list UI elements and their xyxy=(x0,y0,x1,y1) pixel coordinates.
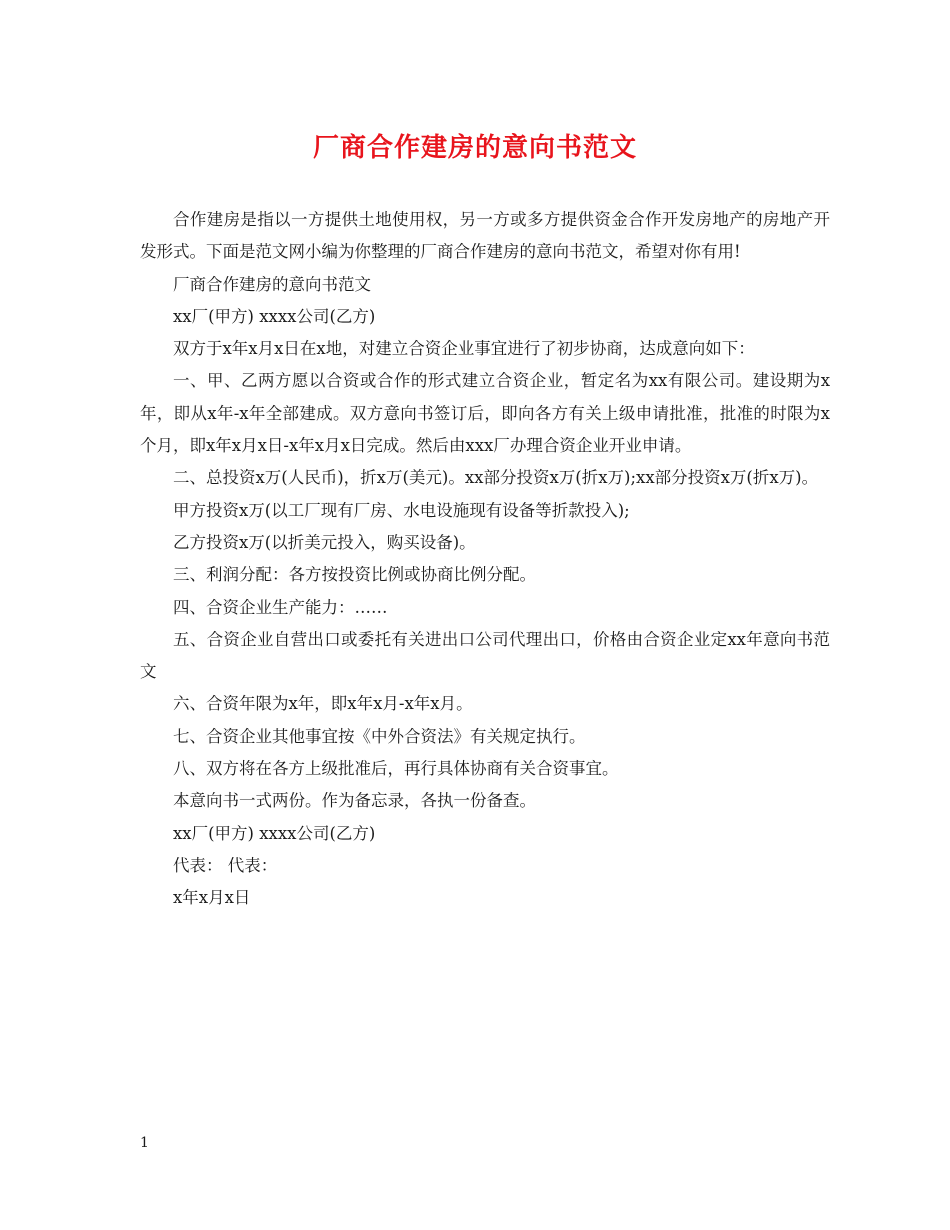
document-title: 厂商合作建房的意向书范文 xyxy=(312,133,637,163)
paragraph-preamble: 双方于x年x月x日在x地，对建立合资企业事宜进行了初步协商，达成意向如下： xyxy=(173,339,755,359)
paragraph-parties: xx厂(甲方) xxxx公司(乙方) xyxy=(173,306,376,326)
paragraph-clause-3: 三、利润分配：各方按投资比例或协商比例分配。 xyxy=(173,565,536,585)
paragraph-copies: 本意向书一式两份。作为备忘录，各执一份备查。 xyxy=(173,791,536,811)
paragraph-clause-8: 八、双方将在各方上级批准后，再行具体协商有关合资事宜。 xyxy=(173,759,619,779)
paragraph-clause-6: 六、合资年限为x年，即x年x月-x年x月。 xyxy=(173,694,473,714)
paragraph-date: x年x月x日 xyxy=(173,888,251,908)
paragraph-party-a-investment: 甲方投资x万(以工厂现有厂房、水电设施现有设备等折款投入); xyxy=(173,500,630,520)
document-body xyxy=(140,204,830,915)
paragraph-signature-parties: xx厂(甲方) xxxx公司(乙方) xyxy=(173,823,376,843)
paragraph-clause-7: 七、合资企业其他事宜按《中外合资法》有关规定执行。 xyxy=(173,726,586,746)
paragraph-party-b-investment: 乙方投资x万(以折美元投入，购买设备)。 xyxy=(173,532,476,552)
page-number: 1 xyxy=(140,1135,149,1151)
paragraph-clause-1: 一、甲、乙两方愿以合资或合作的形式建立合资企业，暂定名为xx有限公司。建设期为x年，即从x年-x年全部建成。双方意向书签订后，即向各方有关上级申请批准，批准的时限为x个月，即x年x月x日-x年x月x日完成。然后由xxx厂办理合资企业开业申请。 xyxy=(140,371,830,456)
paragraph-intro: 合作建房是指以一方提供土地使用权，另一方或多方提供资金合作开发房地产的房地产开发形式。下面是范文网小编为你整理的厂商合作建房的意向书范文，希望对你有用! xyxy=(140,210,830,262)
paragraph-representatives: 代表： 代表： xyxy=(173,855,278,875)
paragraph-clause-4: 四、合资企业生产能力：…… xyxy=(173,597,388,617)
paragraph-heading: 厂商合作建房的意向书范文 xyxy=(173,274,371,294)
paragraph-clause-5: 五、合资企业自营出口或委托有关进出口公司代理出口，价格由合资企业定xx年意向书范文 xyxy=(140,629,830,682)
paragraph-clause-2: 二、总投资x万(人民币)，折x万(美元)。xx部分投资x万(折x万);xx部分投资x万(折x万)。 xyxy=(173,468,819,488)
